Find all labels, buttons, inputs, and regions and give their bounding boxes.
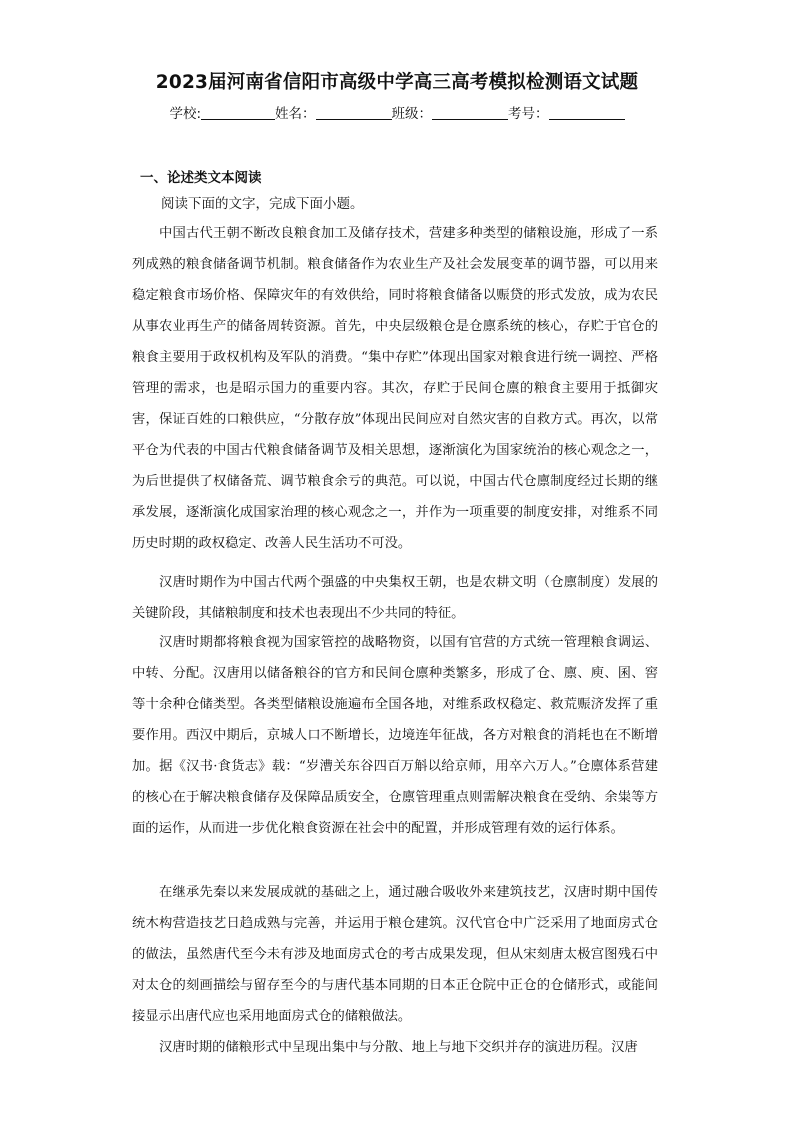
student-info-line bbox=[0, 102, 794, 122]
paragraph: 汉唐时期的储粮形式中呈现出集中与分散、地上与地下交织并存的演进历程。汉唐 bbox=[159, 1040, 638, 1055]
school-label: 学校: bbox=[169, 106, 202, 122]
exam-number-label: 考号： bbox=[508, 106, 549, 122]
name-blank[interactable] bbox=[316, 105, 392, 120]
school-blank[interactable] bbox=[201, 105, 275, 120]
page-title: 2023届河南省信阳市高级中学高三高考模拟检测语文试题 bbox=[155, 72, 639, 93]
exam-number-blank[interactable] bbox=[549, 105, 625, 120]
section-heading: 一、论述类文本阅读 bbox=[140, 170, 262, 186]
class-blank[interactable] bbox=[432, 105, 508, 120]
paragraph: 汉唐时期都将粮食视为国家管控的战略物资，以国有官营的方式统一管理粮食调运、中转、分配。汉唐用以储备粮谷的官方和民间仓廪种类繁多，形成了仓、廪、庾、囷、窖等十余种仓储类型。各类型储粮设施遍布全国各地，对维系政权稳定、救荒赈济发挥了重要作用。西汉中期后，京城人口不断增长，边境连年征战，各方对粮食的消耗也在不断增加。据《汉书·食货志》载：“岁漕关东谷四百万斛以给京师，用卒六万人。”仓廪体系营建的核心在于解决粮食储存及保障品质安全，仓廪管理重点则需解决粮食在受纳、余粜等方面的运作，从而进一步优化粮食资源在社会中的配置，并形成管理有效的运行体系。 bbox=[132, 635, 658, 836]
paragraph: 在继承先秦以来发展成就的基础之上，通过融合吸收外来建筑技艺，汉唐时期中国传统木构营造技艺日趋成熟与完善，并运用于粮仓建筑。汉代官仓中广泛采用了地面房式仓的做法，虽然唐代至今未有涉及地面房式仓的考古成果发现，但从宋刻唐太极宫图残石中对太仓的刻画描绘与留存至今的与唐代基本同期的日本正仓院中正仓的仓储形式，或能间接显示出唐代应也采用地面房式仓的储粮做法。 bbox=[132, 885, 658, 1024]
paragraph: 中国古代王朝不断改良粮食加工及储存技术，营建多种类型的储粮设施，形成了一系列成熟的粮食储备调节机制。粮食储备作为农业生产及社会发展变革的调节器，可以用来稳定粮食市场价格、保障灾年的有效供给，同时将粮食储备以赈贷的形式发放，成为农民从事农业再生产的储备周转资源。首先，中央层级粮仓是仓廪系统的核心，存贮于官仓的粮食主要用于政权机构及军队的消费。“集中存贮”体现出国家对粮食进行统一调控、严格管理的需求，也是昭示国力的重要内容。其次，存贮于民间仓廪的粮食主要用于抵御灾害，保证百姓的口粮供应，“分散存放”体现出民间应对自然灾害的自救方式。再次，以常平仓为代表的中国古代粮食储备调节及相关思想，逐渐演化为国家统治的核心观念之一，为后世提供了权储备荒、调节粮食余亏的典范。可以说，中国古代仓廪制度经过长期的继承发展，逐渐演化成国家治理的核心观念之一，并作为一项重要的制度安排，对维系不同历史时期的政权稳定、改善人民生活功不可没。 bbox=[132, 226, 658, 551]
paragraph: 汉唐时期作为中国古代两个强盛的中央集权王朝，也是农耕文明（仓廪制度）发展的关键阶段，其储粮制度和技术也表现出不少共同的特征。 bbox=[132, 575, 658, 621]
class-label: 班级： bbox=[391, 106, 433, 122]
name-label: 姓名： bbox=[275, 106, 316, 122]
reading-instruction: 阅读下面的文字，完成下面小题。 bbox=[161, 196, 364, 212]
